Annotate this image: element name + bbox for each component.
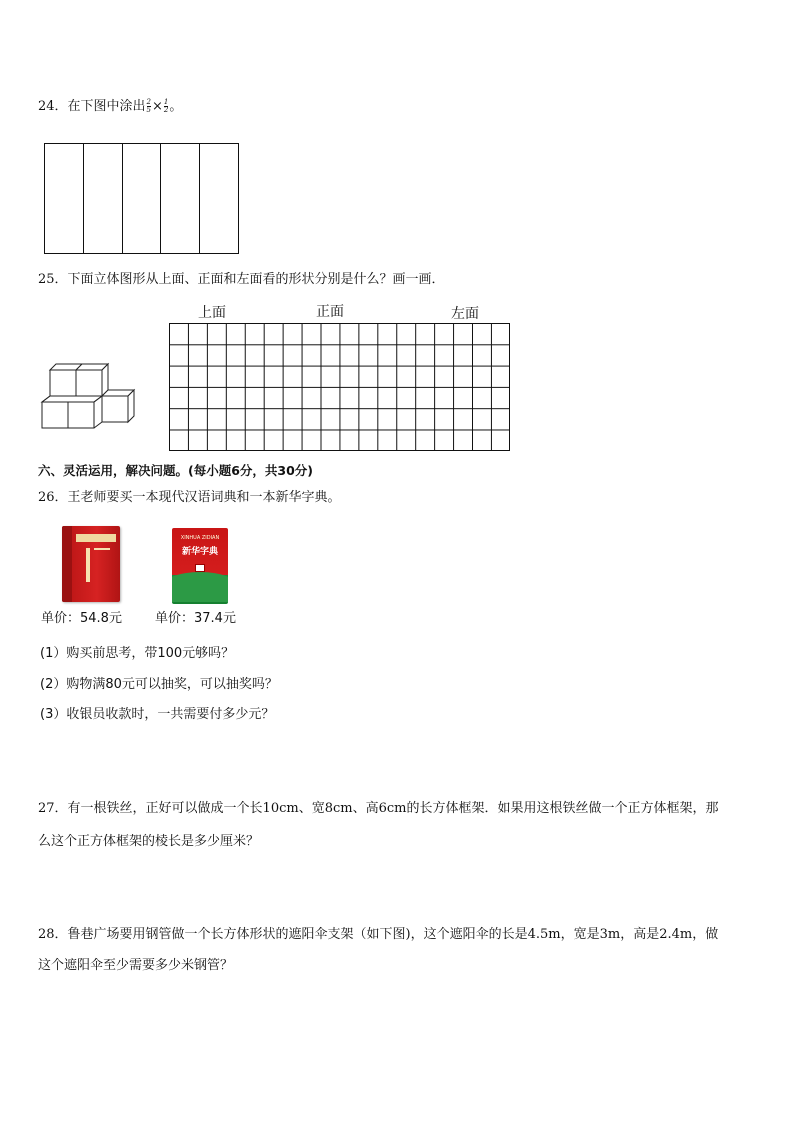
rectangle-part[interactable] [123, 144, 162, 253]
question-27-line-2: 么这个正方体框架的棱长是多少厘米？ [38, 834, 260, 849]
modern-chinese-dictionary-image [62, 526, 120, 602]
sub-question-2: (2）购物满80元可以抽奖，可以抽奖吗？ [40, 677, 278, 692]
price-label-2: 单价：37.4元 [155, 611, 236, 626]
xinhua-dictionary-image: XINHUA ZIDIAN 新华字典 [172, 528, 228, 604]
cube-figure [36, 360, 136, 432]
rectangle-part[interactable] [161, 144, 200, 253]
five-part-rectangle[interactable] [44, 143, 239, 254]
section-6-title: 六、灵活运用，解决问题。(每小题6分，共30分) [38, 463, 314, 478]
sub-question-1: (1）购买前思考，带100元够吗？ [40, 646, 235, 661]
times-sign: × [152, 99, 163, 114]
question-27-line-1: 27．有一根铁丝，正好可以做成一个长10cm、宽8cm、高6cm的长方体框架．如果用这根铁丝做一个正方体框架，那 [38, 801, 719, 816]
label-left-view: 左面 [451, 306, 479, 322]
sub-question-3: (3）收银员收款时，一共需要付多少元？ [40, 707, 275, 722]
question-24-prefix: 24．在下图中涂出 [38, 99, 146, 114]
question-28-line-1: 28．鲁巷广场要用钢管做一个长方体形状的遮阳伞支架（如下图)，这个遮阳伞的长是4.5m，宽是3m，高是2.4m，做 [38, 927, 719, 942]
rectangle-part[interactable] [200, 144, 238, 253]
question-26: 26．王老师要买一本现代汉语词典和一本新华字典。 [38, 490, 341, 505]
label-top-view: 上面 [198, 305, 226, 321]
question-25: 25．下面立体图形从上面、正面和左面看的形状分别是什么？画一画． [38, 272, 445, 287]
fraction-one-half: $\frac{1}{2}$ [163, 98, 169, 114]
question-24: 24．在下图中涂出 $\frac{2}{5}$ × $\frac{1}{2}$ 。 [38, 98, 183, 114]
label-front-view: 正面 [316, 304, 344, 320]
drawing-grid[interactable] [169, 323, 510, 451]
fraction-two-fifths: $\frac{2}{5}$ [146, 98, 152, 114]
question-28-line-2: 这个遮阳伞至少需要多少米钢管？ [38, 958, 234, 973]
rectangle-part[interactable] [84, 144, 123, 253]
rectangle-part[interactable] [45, 144, 84, 253]
price-label-1: 单价：54.8元 [41, 611, 122, 626]
